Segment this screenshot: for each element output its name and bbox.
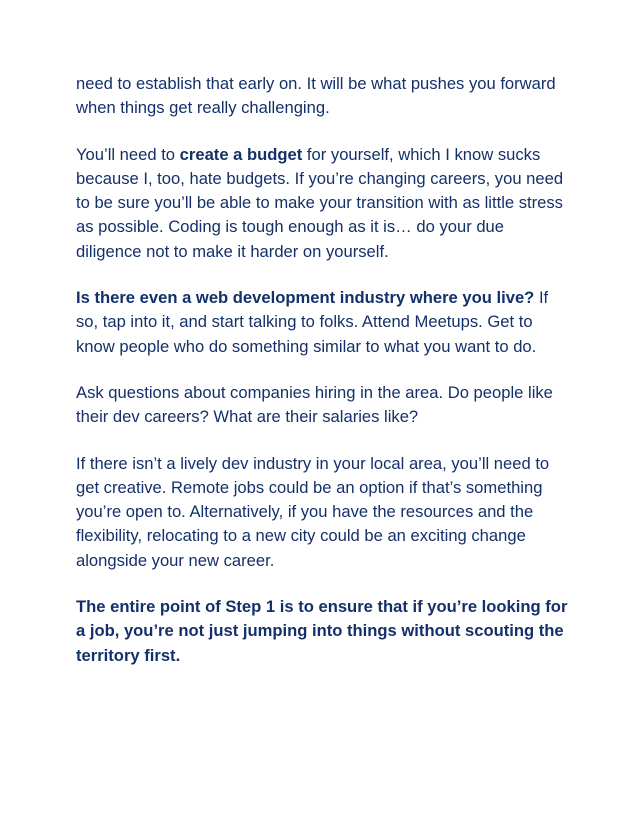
paragraph-text: Ask questions about companies hiring in the area. Do people like their dev careers? What are their salaries like?	[76, 382, 553, 427]
paragraph-text: need to establish that early on. It will be what pushes you forward when things get really challenging.	[76, 74, 556, 118]
paragraph-local-industry	[76, 286, 570, 359]
paragraph-text-after: for yourself, which I know sucks because I, too, hate budgets. If you’re changing careers, you need to be sure you’ll be able to make your transition with as little stress as possible. Coding is tough enough as it is… do your due diligence not to make it harder on yourself.	[76, 144, 564, 261]
paragraph-text-before: You’ll need to	[76, 144, 180, 164]
paragraph-text: If there isn’t a lively dev industry in your local area, you’ll need to get creative. Remote jobs could be an option if that’s something you’re open to. Alternatively, if you have the resources and the flexibility, relocating to a new city could be an exciting change alongside your new career.	[76, 453, 550, 570]
paragraph-remote-options	[76, 452, 570, 573]
industry-question: Is there even a web development industry where you live?	[76, 288, 535, 308]
budget-emphasis: create a budget	[179, 144, 303, 164]
paragraph-ask-questions	[76, 381, 570, 430]
paragraph-text-after: If so, tap into it, and start talking to folks. Attend Meetups. Get to know people who do something similar to what you want to do.	[76, 288, 549, 356]
paragraph-motivation	[76, 72, 570, 121]
paragraph-text: The entire point of Step 1 is to ensure that if you’re looking for a job, you’re not just jumping into things without scouting the territory first.	[76, 597, 568, 665]
paragraph-budget	[76, 143, 570, 264]
paragraph-step-summary	[76, 595, 570, 668]
document-page	[76, 72, 570, 690]
